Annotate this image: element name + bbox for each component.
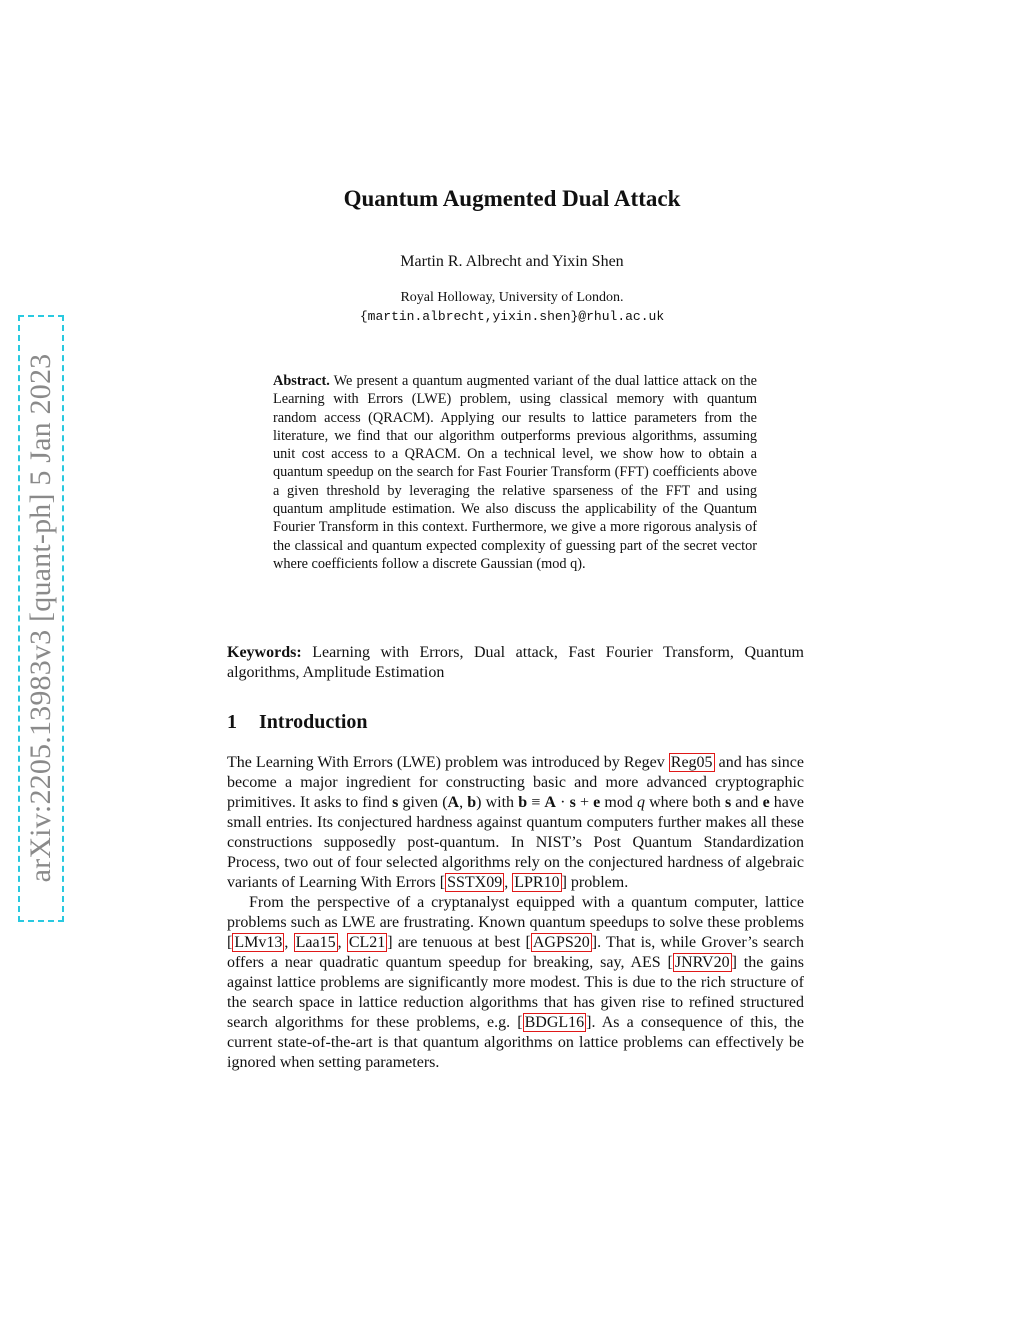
math-symbol: b	[467, 794, 477, 811]
text-run: The Learning With Errors (LWE) problem was introduced by Regev	[227, 754, 669, 771]
math-symbol: s	[724, 794, 732, 811]
keywords	[227, 643, 804, 683]
author-affiliation: Royal Holloway, University of London.	[400, 290, 624, 305]
text-run: ] the gains against lattice problems are significantly more modest. This is due to the rich structure of the search space in lattice reduction algorithms that has given rise to refined structured search algorithms for these problems, e.g. [	[227, 954, 804, 1031]
text-run: ,	[337, 934, 347, 951]
section-heading	[227, 711, 368, 734]
author-email: {martin.albrecht,yixin.shen}@rhul.ac.uk	[359, 309, 665, 324]
keywords-text: Learning with Errors, Dual attack, Fast Fourier Transform, Quantum algorithms, Amplitude Estimation	[227, 644, 804, 681]
text-run: given (	[398, 794, 448, 811]
text-run: ,	[459, 794, 468, 811]
math-symbol: A	[544, 794, 556, 811]
math-operator: ·	[555, 794, 570, 811]
citation-link[interactable]: CL21	[348, 934, 386, 951]
math-operator: ≡	[527, 794, 545, 811]
abstract-text: We present a quantum augmented variant of the dual lattice attack on the Learning with Errors (LWE) problem, using classical memory with quantum random access (QRACM). Applying our results to lattice parameters from the literature, we find that our algorithm outperforms previous algorithms, assuming unit cost access to a QRACM. On a technical level, we show how to obtain a quantum speedup on the search for Fast Fourier Transform (FFT) coefficients above a given threshold by leveraging the relative sparseness of the FFT and using quantum amplitude estimation. We also discuss the applicability of the Quantum Fourier Transform in this context. Furthermore, we give a more rigorous analysis of the classical and quantum expected complexity of guessing part of the secret vector where coefficients follow a discrete Gaussian (mod q).	[273, 373, 757, 572]
text-run: where both	[644, 794, 725, 811]
citation-link[interactable]: AGPS20	[532, 934, 590, 951]
citation-link[interactable]: Laa15	[295, 934, 336, 951]
math-symbol: A	[447, 794, 460, 811]
text-run: ]. That is, while Grover’s search offers a near quadratic quantum speedup for breaking, say, AES [	[227, 934, 805, 971]
paragraph-2	[227, 893, 804, 1073]
body-text	[227, 753, 804, 1073]
math-symbol: s	[569, 794, 576, 811]
arxiv-identifier[interactable]: arXiv:2205.13983v3 [quant-ph] 5 Jan 2023	[24, 353, 57, 883]
text-run: ,	[504, 874, 513, 891]
section-number: 1	[227, 711, 237, 733]
math-operator: mod	[600, 794, 637, 811]
citation-link[interactable]: LMv13	[234, 934, 283, 951]
citation-link[interactable]: LPR10	[514, 874, 560, 891]
citation-link[interactable]: JNRV20	[674, 954, 730, 971]
keywords-label: Keywords:	[227, 644, 302, 661]
math-symbol: e	[762, 794, 770, 811]
text-run: From the perspective of a cryptanalyst equipped with a quantum computer, lattice problems such as LWE are frustrating. Known quantum speedups to solve these problems [	[227, 894, 804, 951]
section-title: Introduction	[259, 711, 368, 733]
abstract-label: Abstract.	[273, 373, 330, 389]
citation-link[interactable]: Reg05	[670, 754, 713, 771]
text-run: ] are tenuous at best [	[387, 934, 531, 951]
text-run: and has since become a major ingredient for constructing basic and more advanced cryptographic primitives. It asks to find	[227, 754, 804, 811]
text-run: have small entries. Its conjectured hardness against quantum computers further makes all these constructions supposedly post-quantum. In NIST’s Post Quantum Standardization Process, two out of four selected algorithms rely on the conjectured hardness of algebraic variants of Learning With Errors [	[227, 794, 805, 891]
paragraph-1	[227, 753, 804, 893]
citation-link[interactable]: BDGL16	[524, 1014, 585, 1031]
abstract	[273, 372, 757, 573]
paper-authors: Martin R. Albrecht and Yixin Shen	[400, 253, 624, 270]
math-symbol: b	[518, 794, 528, 811]
text-run: ]. As a consequence of this, the current state-of-the-art is that quantum algorithms on lattice problems can effectively be ignored when setting parameters.	[227, 1014, 804, 1071]
text-run: and	[731, 794, 763, 811]
text-run: ] problem.	[561, 874, 629, 891]
math-symbol: q	[636, 794, 645, 811]
citation-link[interactable]: SSTX09	[447, 874, 503, 891]
math-symbol: e	[593, 794, 601, 811]
math-symbol: s	[392, 794, 399, 811]
paper-title: Quantum Augmented Dual Attack	[343, 186, 681, 211]
math-operator: +	[575, 794, 594, 811]
text-run: ,	[284, 934, 294, 951]
text-run: ) with	[476, 794, 519, 811]
